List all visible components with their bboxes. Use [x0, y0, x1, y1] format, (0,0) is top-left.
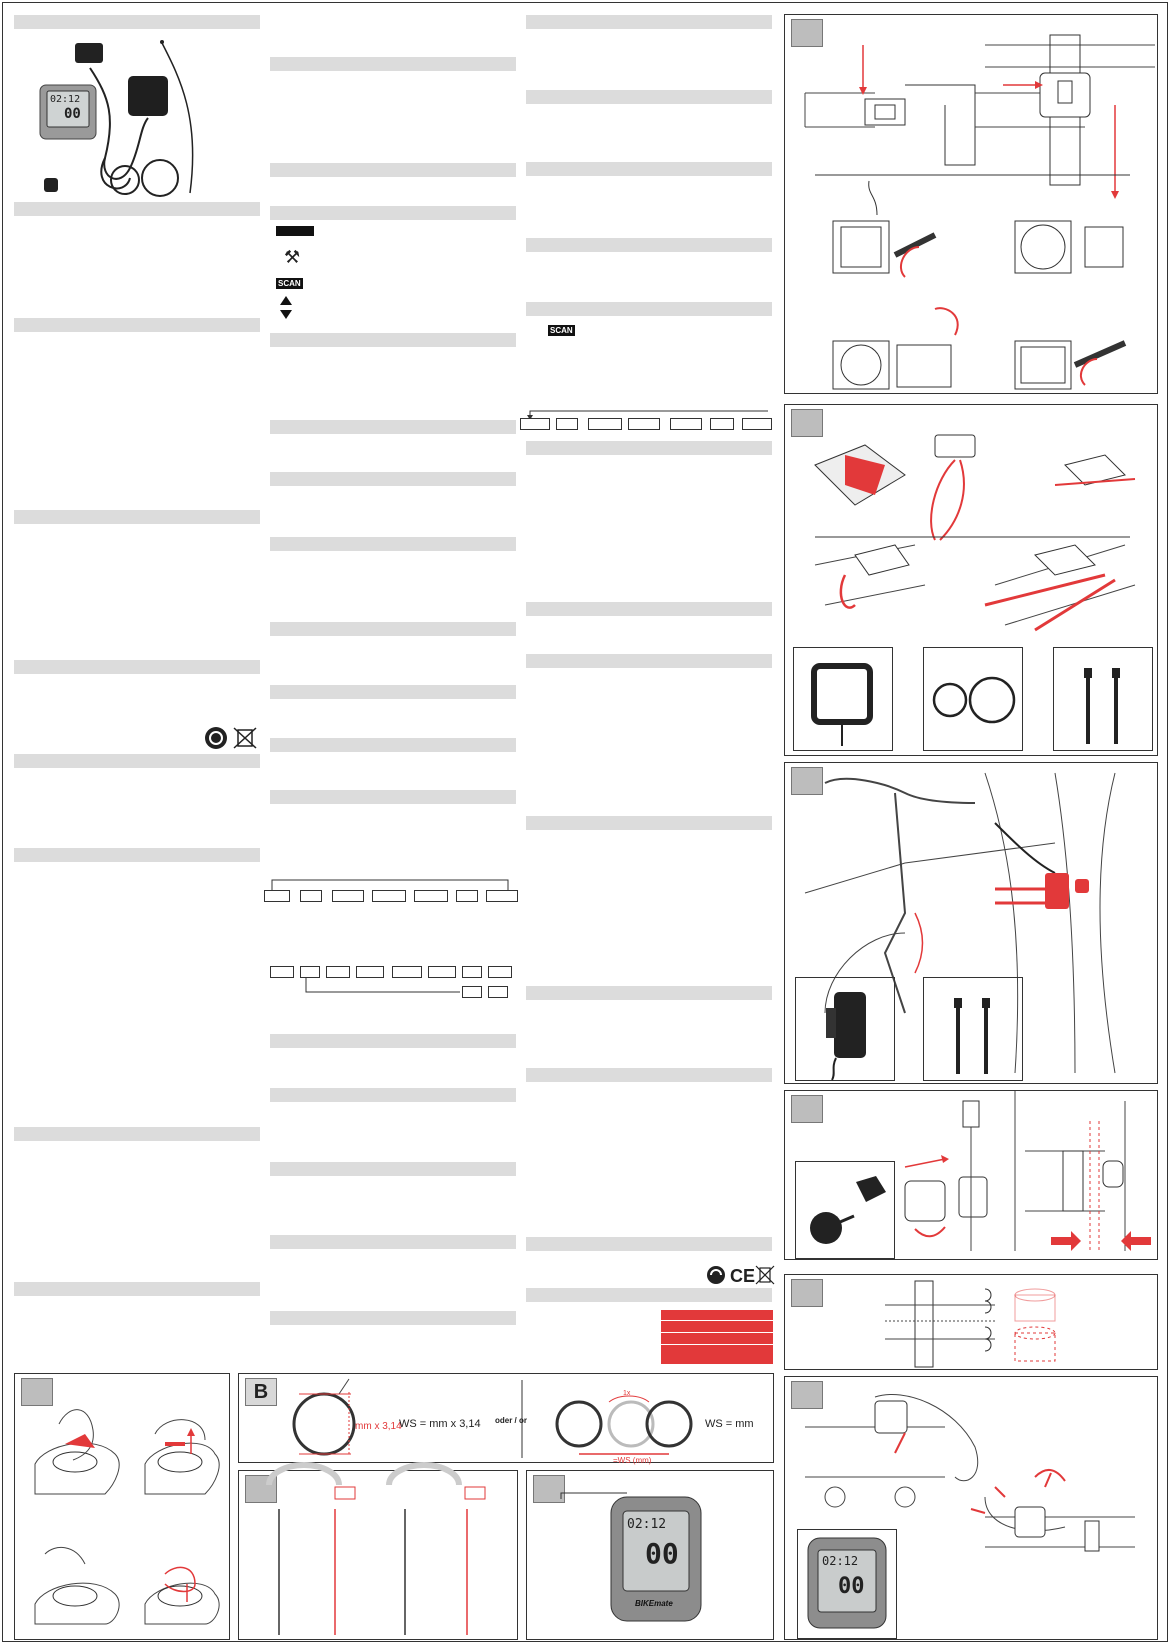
flow-box — [520, 418, 550, 430]
section-header-bar — [270, 333, 516, 347]
flow-box — [372, 890, 406, 902]
section-header-bar — [14, 202, 260, 216]
ce-mark-icon — [730, 1266, 755, 1286]
section-header-bar — [270, 472, 516, 486]
weee-bin-icon — [234, 728, 256, 748]
certification-icons — [706, 1264, 776, 1286]
formula-equation: WS = mm x 3,14 — [399, 1418, 481, 1430]
section-header-bar — [526, 816, 772, 830]
flow-box — [428, 966, 456, 978]
lcd-bottom-digits: 00 — [64, 106, 81, 122]
section-header-bar — [270, 790, 516, 804]
section-header-bar — [14, 1282, 260, 1296]
formula-equation-2: WS = mm — [705, 1418, 754, 1430]
flow-box — [300, 966, 320, 978]
flow-box — [628, 418, 660, 430]
section-header-bar — [526, 1288, 772, 1302]
lcd-bottom-digits: 00 — [645, 1537, 679, 1570]
section-header-bar — [526, 602, 772, 616]
section-header-bar — [526, 238, 772, 252]
wheel-size-panel — [238, 1373, 774, 1463]
section-header-bar — [270, 163, 516, 177]
red-contact-block — [661, 1310, 773, 1364]
product-illustration — [30, 38, 210, 198]
section-header-bar — [526, 162, 772, 176]
section-header-bar — [526, 1237, 772, 1251]
lcd-bottom-digits: 00 — [838, 1574, 865, 1599]
lcd-top-digits: 02:12 — [627, 1517, 667, 1532]
section-header-bar — [526, 986, 772, 1000]
formula-separator: oder / or — [495, 1416, 528, 1425]
flow-box — [710, 418, 734, 430]
weee-bin-icon — [756, 1266, 774, 1284]
device-brand: BIKEmate — [635, 1599, 673, 1608]
product-photo — [30, 38, 210, 198]
scan-icon: SCAN — [550, 326, 573, 335]
device-photo-box — [797, 1529, 897, 1639]
parts-box-rings — [923, 647, 1023, 751]
section-header-bar — [270, 685, 516, 699]
scan-icon: SCAN — [278, 279, 301, 288]
flow-box — [588, 418, 622, 430]
section-header-bar — [526, 90, 772, 104]
recycle-icon — [707, 1266, 725, 1284]
ws-measured-label: =WS (mm) — [613, 1456, 652, 1465]
parts-box-cable-ties — [923, 977, 1023, 1081]
flow-box — [556, 418, 578, 430]
flow-box — [742, 418, 772, 430]
flow-box — [326, 966, 350, 978]
recycle-icon — [205, 727, 227, 749]
section-header-bar — [270, 1034, 516, 1048]
section-header-bar — [270, 1088, 516, 1102]
section-header-bar — [526, 15, 772, 29]
section-header-bar — [526, 302, 772, 316]
install-panel-5 — [784, 1274, 1158, 1370]
flow-box — [356, 966, 384, 978]
section-header-bar — [526, 1068, 772, 1082]
section-header-bar — [270, 57, 516, 71]
flow-box — [270, 966, 294, 978]
section-header-bar — [14, 1127, 260, 1141]
section-header-bar — [526, 441, 772, 455]
parts-box-sensor — [795, 977, 895, 1081]
arrow-down-icon — [280, 310, 292, 319]
section-header-bar — [14, 660, 260, 674]
section-header-bar — [14, 848, 260, 862]
section-header-bar — [270, 1162, 516, 1176]
flow-box — [670, 418, 702, 430]
section-header-bar — [270, 1311, 516, 1325]
section-header-bar — [14, 15, 260, 29]
install-panel-6 — [784, 1376, 1158, 1640]
flow-box — [264, 890, 290, 902]
flow-box — [392, 966, 422, 978]
svg-text:CE: CE — [730, 1266, 756, 1286]
arrow-up-icon — [280, 296, 292, 305]
flow-box — [486, 890, 518, 902]
install-panel-3 — [784, 762, 1158, 1084]
parts-box-cable-ties — [1053, 647, 1153, 751]
tire-table-panel — [238, 1470, 518, 1640]
flow-box — [300, 890, 322, 902]
formula-measure-label: mm x 3,14 — [355, 1421, 402, 1432]
flow-box — [456, 890, 478, 902]
step-tag: B — [245, 1378, 277, 1406]
section-header-bar — [270, 206, 516, 220]
mode-icon — [276, 226, 314, 236]
section-header-bar — [270, 537, 516, 551]
section-header-bar — [270, 622, 516, 636]
install-panel-2 — [784, 404, 1158, 756]
disposal-icons — [204, 726, 260, 750]
wrench-icon: ⚒ — [284, 247, 301, 267]
flow-box — [462, 966, 482, 978]
install-panel-4 — [784, 1090, 1158, 1260]
install-panel-1 — [784, 14, 1158, 394]
section-header-bar — [526, 654, 772, 668]
section-header-bar — [14, 318, 260, 332]
rotation-label: 1x — [623, 1390, 631, 1397]
flow-box — [488, 966, 512, 978]
flow-box — [414, 890, 448, 902]
lcd-top-digits: 02:12 — [822, 1554, 859, 1568]
section-header-bar — [14, 754, 260, 768]
lcd-top-digits: 02:12 — [50, 94, 81, 105]
section-header-bar — [270, 1235, 516, 1249]
section-header-bar — [270, 738, 516, 752]
display-panel — [526, 1470, 774, 1640]
parts-box-bracket — [793, 647, 893, 751]
section-header-bar — [270, 420, 516, 434]
battery-panel — [14, 1373, 230, 1640]
section-header-bar — [14, 510, 260, 524]
flow-box — [332, 890, 364, 902]
